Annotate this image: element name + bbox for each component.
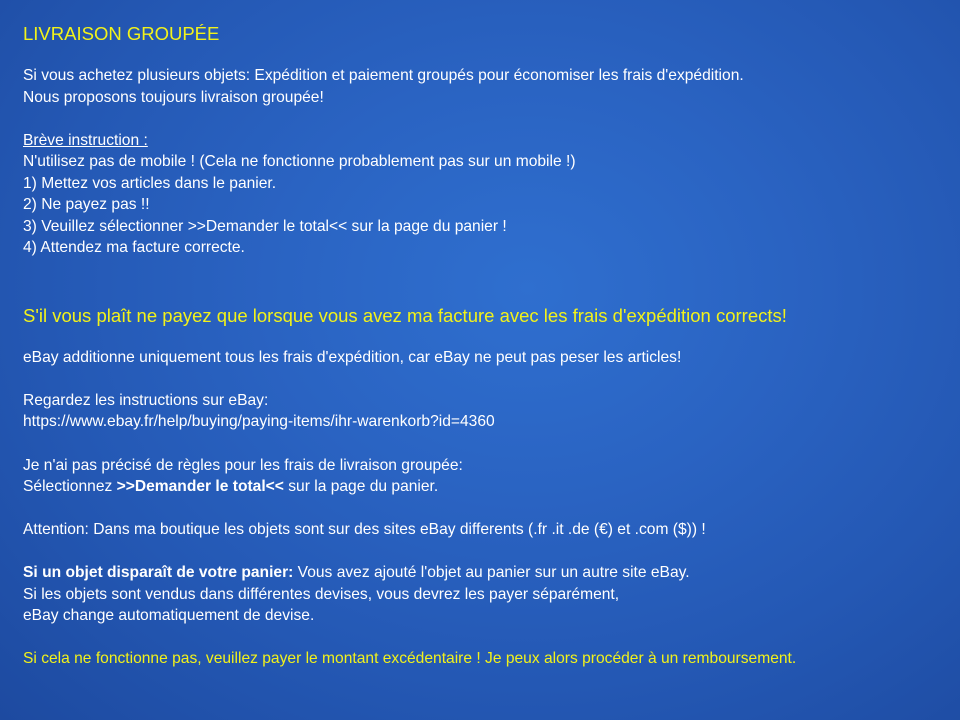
- attention-note: Attention: Dans ma boutique les objets sont sur des sites eBay differents (.fr .it .de (€) et .com ($)) !: [23, 521, 706, 538]
- disappear-line: [23, 564, 690, 582]
- instruction-mobile: N'utilisez pas de mobile ! (Cela ne fonctionne probablement pas sur un mobile !): [23, 153, 576, 170]
- currency-line-2: eBay change automatiquement de devise.: [23, 607, 315, 624]
- rules-select-prefix: Sélectionnez: [23, 478, 117, 495]
- ebay-shipping-note: eBay additionne uniquement tous les frais d'expédition, car eBay ne peut pas peser les articles!: [23, 349, 682, 366]
- payment-warning: S'il vous plaît ne payez que lorsque vous avez ma facture avec les frais d'expédition corrects!: [23, 305, 787, 326]
- currency-line-1: Si les objets sont vendus dans différentes devises, vous devrez les payer séparément,: [23, 586, 620, 603]
- instruction-step-4: 4) Attendez ma facture correcte.: [23, 239, 245, 256]
- instructions-link-label: Regardez les instructions sur eBay:: [23, 392, 269, 409]
- intro-line-2: Nous proposons toujours livraison groupée!: [23, 89, 324, 106]
- page-title: LIVRAISON GROUPÉE: [23, 23, 220, 44]
- instruction-heading: Brève instruction :: [23, 132, 148, 149]
- intro-line-1: Si vous achetez plusieurs objets: Expédition et paiement groupés pour économiser les frais d'expédition.: [23, 67, 744, 84]
- rules-select-suffix: sur la page du panier.: [283, 478, 439, 495]
- refund-note: Si cela ne fonctionne pas, veuillez payer le montant excédentaire ! Je peux alors procéder à un remboursement.: [23, 650, 797, 667]
- instruction-step-3: 3) Veuillez sélectionner >>Demander le total<< sur la page du panier !: [23, 218, 507, 235]
- disappear-rest: Vous avez ajouté l'objet au panier sur un autre site eBay.: [293, 564, 690, 581]
- disappear-bold: Si un objet disparaît de votre panier:: [23, 564, 294, 581]
- instruction-step-1: 1) Mettez vos articles dans le panier.: [23, 175, 277, 192]
- rules-note: Je n'ai pas précisé de règles pour les frais de livraison groupée:: [23, 457, 463, 474]
- rules-select-bold: >>Demander le total<<: [116, 478, 284, 495]
- instructions-url: https://www.ebay.fr/help/buying/paying-items/ihr-warenkorb?id=4360: [23, 413, 495, 430]
- rules-select-line: [23, 478, 438, 496]
- instruction-step-2: 2) Ne payez pas !!: [23, 196, 150, 213]
